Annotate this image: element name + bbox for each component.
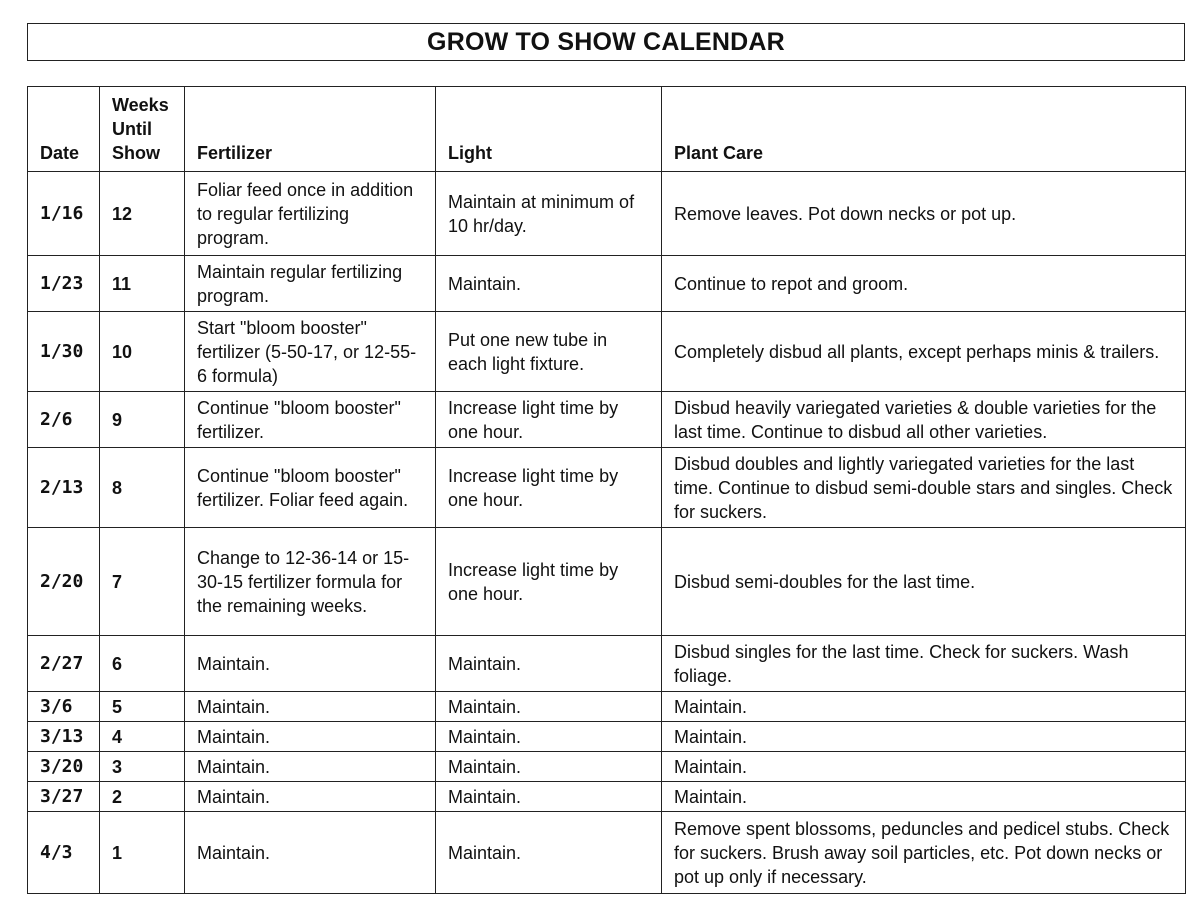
table-row: [28, 392, 1186, 448]
header-date: Date: [28, 87, 100, 172]
date-cell: 3/20: [28, 752, 100, 782]
light-cell: Increase light time by one hour.: [436, 392, 662, 448]
light-cell: Maintain.: [436, 722, 662, 752]
fertilizer-cell: Maintain regular fertilizing program.: [185, 256, 436, 312]
title-box: [27, 23, 1185, 61]
date-cell: 3/13: [28, 722, 100, 752]
weeks-cell: 4: [100, 722, 185, 752]
plant-care-cell: Disbud heavily variegated varieties & double varieties for the last time. Continue to disbud all other varieties.: [662, 392, 1186, 448]
table-row: [28, 692, 1186, 722]
header-weeks-line1: Weeks: [112, 95, 169, 115]
table-row: [28, 256, 1186, 312]
table-row: [28, 448, 1186, 528]
fertilizer-cell: Maintain.: [185, 722, 436, 752]
weeks-cell: 8: [100, 448, 185, 528]
plant-care-cell: Completely disbud all plants, except perhaps minis & trailers.: [662, 312, 1186, 392]
plant-care-cell: Disbud semi-doubles for the last time.: [662, 528, 1186, 636]
date-cell: 1/23: [28, 256, 100, 312]
weeks-cell: 3: [100, 752, 185, 782]
table-row: [28, 636, 1186, 692]
fertilizer-cell: Maintain.: [185, 636, 436, 692]
table-row: [28, 782, 1186, 812]
header-fertilizer: Fertilizer: [185, 87, 436, 172]
fertilizer-cell: Maintain.: [185, 812, 436, 894]
fertilizer-cell: Foliar feed once in addition to regular fertilizing program.: [185, 172, 436, 256]
plant-care-cell: Maintain.: [662, 752, 1186, 782]
light-cell: Maintain.: [436, 256, 662, 312]
light-cell: Maintain.: [436, 752, 662, 782]
fertilizer-cell: Maintain.: [185, 752, 436, 782]
table-row: [28, 752, 1186, 782]
table-row: [28, 528, 1186, 636]
plant-care-cell: Disbud singles for the last time. Check for suckers. Wash foliage.: [662, 636, 1186, 692]
date-cell: 4/3: [28, 812, 100, 894]
weeks-cell: 10: [100, 312, 185, 392]
date-cell: 2/13: [28, 448, 100, 528]
light-cell: Maintain at minimum of 10 hr/day.: [436, 172, 662, 256]
weeks-cell: 7: [100, 528, 185, 636]
fertilizer-cell: Maintain.: [185, 782, 436, 812]
date-cell: 2/20: [28, 528, 100, 636]
weeks-cell: 6: [100, 636, 185, 692]
table-row: [28, 312, 1186, 392]
fertilizer-cell: Continue "bloom booster" fertilizer. Foliar feed again.: [185, 448, 436, 528]
plant-care-cell: Continue to repot and groom.: [662, 256, 1186, 312]
plant-care-cell: Maintain.: [662, 722, 1186, 752]
weeks-cell: 5: [100, 692, 185, 722]
light-cell: Increase light time by one hour.: [436, 448, 662, 528]
header-row: [28, 87, 1186, 172]
header-weeks-line3: Show: [112, 143, 160, 163]
light-cell: Maintain.: [436, 692, 662, 722]
page-title: GROW TO SHOW CALENDAR: [427, 27, 785, 56]
date-cell: 2/6: [28, 392, 100, 448]
light-cell: Increase light time by one hour.: [436, 528, 662, 636]
plant-care-cell: Disbud doubles and lightly variegated varieties for the last time. Continue to disbud semi-double stars and singles. Check for suckers.: [662, 448, 1186, 528]
fertilizer-cell: Start "bloom booster" fertilizer (5-50-17, or 12-55-6 formula): [185, 312, 436, 392]
table-row: [28, 722, 1186, 752]
weeks-cell: 9: [100, 392, 185, 448]
date-cell: 2/27: [28, 636, 100, 692]
light-cell: Maintain.: [436, 636, 662, 692]
light-cell: Maintain.: [436, 782, 662, 812]
weeks-cell: 1: [100, 812, 185, 894]
plant-care-cell: Remove spent blossoms, peduncles and pedicel stubs. Check for suckers. Brush away soil particles, etc. Pot down necks or pot up only if necessary.: [662, 812, 1186, 894]
weeks-cell: 11: [100, 256, 185, 312]
weeks-cell: 12: [100, 172, 185, 256]
fertilizer-cell: Maintain.: [185, 692, 436, 722]
date-cell: 1/30: [28, 312, 100, 392]
date-cell: 3/6: [28, 692, 100, 722]
light-cell: Maintain.: [436, 812, 662, 894]
header-light: Light: [436, 87, 662, 172]
light-cell: Put one new tube in each light fixture.: [436, 312, 662, 392]
fertilizer-cell: Continue "bloom booster" fertilizer.: [185, 392, 436, 448]
header-plant-care: Plant Care: [662, 87, 1186, 172]
weeks-cell: 2: [100, 782, 185, 812]
table-row: [28, 812, 1186, 894]
plant-care-cell: Maintain.: [662, 782, 1186, 812]
plant-care-cell: Remove leaves. Pot down necks or pot up.: [662, 172, 1186, 256]
plant-care-cell: Maintain.: [662, 692, 1186, 722]
header-weeks-line2: Until: [112, 119, 152, 139]
header-weeks-until-show: [100, 87, 185, 172]
fertilizer-cell: Change to 12-36-14 or 15-30-15 fertilizer formula for the remaining weeks.: [185, 528, 436, 636]
table-row: [28, 172, 1186, 256]
date-cell: 3/27: [28, 782, 100, 812]
calendar-table: [27, 86, 1186, 894]
table-body: [28, 172, 1186, 894]
date-cell: 1/16: [28, 172, 100, 256]
